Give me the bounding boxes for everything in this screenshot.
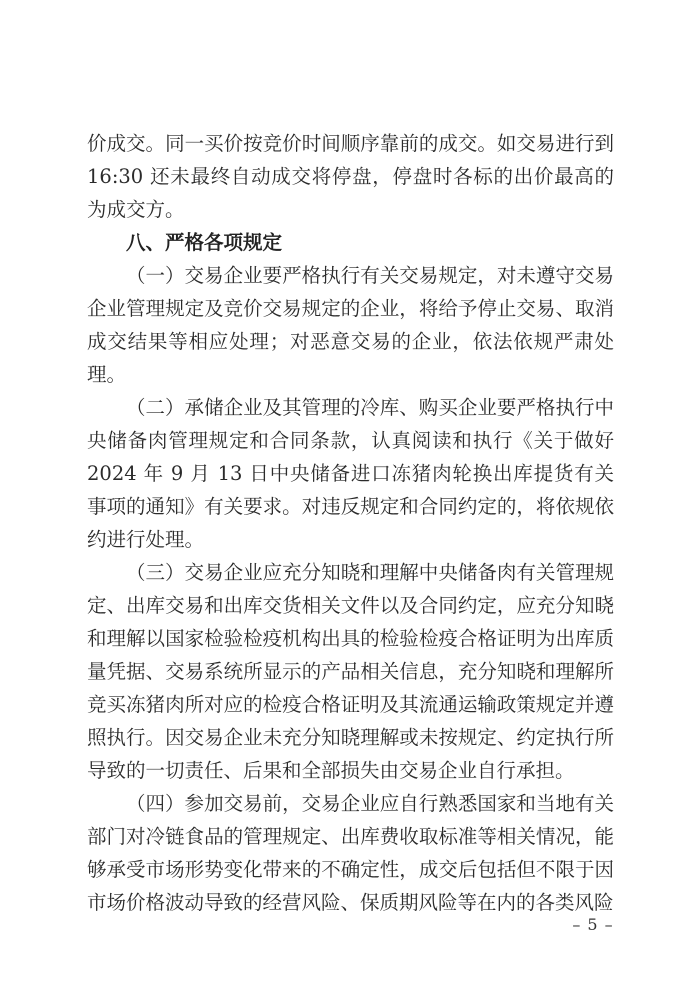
paragraph-item-3: （三）交易企业应充分知晓和理解中央储备肉有关管理规定、出库交易和出库交货相关文件以及合同约定，应充分知晓和理解以国家检验检疫机构出具的检验检疫合格证明为出库质量凭据、交易系统所显示的产品相关信息，充分知晓和理解所竞买冻猪肉所对应的检疫合格证明及其流通运输政策规定并遵照执行。因交易企业未充分知晓理解或未按规定、约定执行所导致的一切责任、后果和全部损失由交易企业自行承担。 (87, 561, 614, 782)
paragraph-item-4: （四）参加交易前，交易企业应自行熟悉国家和当地有关部门对冷链食品的管理规定、出库费收取标准等相关情况，能够承受市场形势变化带来的不确定性，成交后包括但不限于因市场价格波动导致的经营风险、保质期风险等在内的各类风险 (87, 792, 614, 914)
document-body (87, 127, 614, 919)
paragraph-item-2: （二）承储企业及其管理的冷库、购买企业要严格执行中央储备肉管理规定和合同条款，认真阅读和执行《关于做好 2024 年 9 月 13 日中央储备进口冻猪肉轮换出库提货有关事项的通知》有关要求。对违反规定和合同约定的，将依规依约进行处理。 (87, 396, 614, 551)
section-heading: 八、严格各项规定 (126, 231, 283, 254)
page-number: – 5 – (572, 915, 614, 934)
paragraph-item-1: （一）交易企业要严格执行有关交易规定，对未遵守交易企业管理规定及竞价交易规定的企业，将给予停止交易、取消成交结果等相应处理；对恶意交易的企业，依法依规严肃处理。 (87, 264, 614, 386)
paragraph-continuation: 价成交。同一买价按竞价时间顺序靠前的成交。如交易进行到 16:30 还未最终自动成交将停盘，停盘时各标的出价最高的为成交方。 (87, 132, 614, 221)
